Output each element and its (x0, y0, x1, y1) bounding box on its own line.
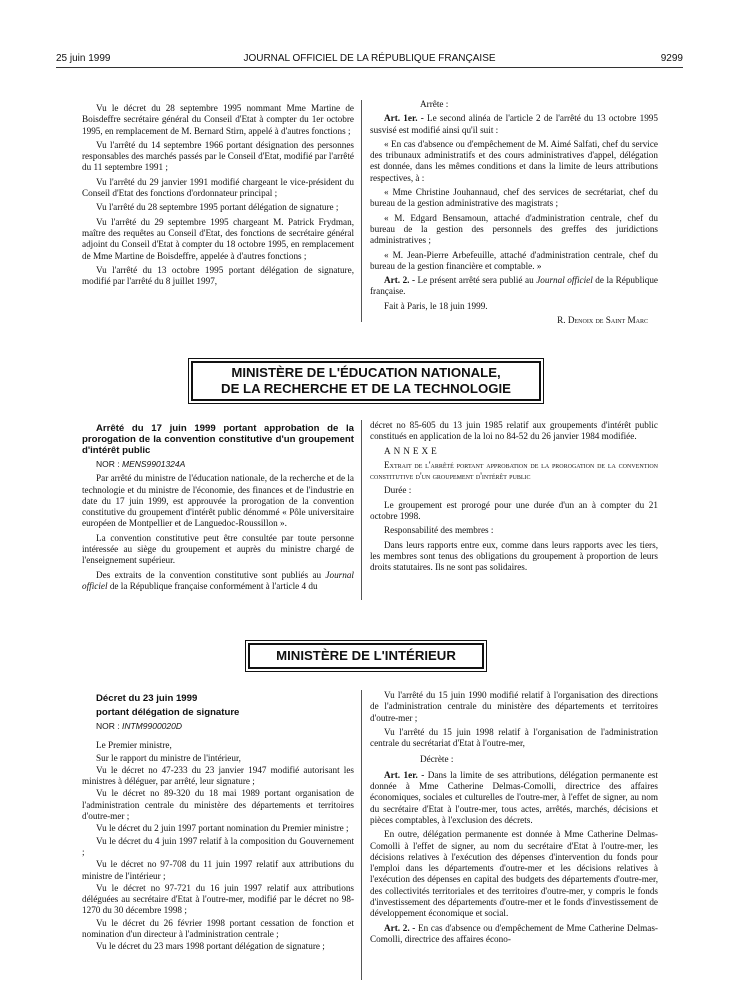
quote-paragraph: « M. Edgard Bensamoun, attaché d'administration centrale, chef du bureau de la gestion des personnels des greffes des juridictions administratives ; (370, 212, 658, 246)
visa-paragraph: Vu le décret no 47-233 du 23 janvier 1947 modifié autorisant les ministres à déléguer, par arrêté, leur signature ; (82, 764, 354, 787)
header-title: JOURNAL OFFICIEL DE LA RÉPUBLIQUE FRANÇAISE (243, 53, 496, 64)
decret-subtitle: portant délégation de signature (96, 707, 240, 718)
body-paragraph: Le Premier ministre, (96, 740, 172, 751)
banner-line: DE LA RECHERCHE ET DE LA TECHNOLOGIE (221, 381, 511, 396)
visa-paragraph: Vu le décret no 89-320 du 18 mai 1989 portant organisation de l'administration centrale du ministère des départements et territoires d'outre-mer ; (82, 788, 354, 822)
visa-paragraph: Vu le décret no 97-708 du 11 juin 1997 relatif aux attributions du ministre de l'intérieur ; (82, 859, 354, 881)
visa-paragraph: Vu l'arrêté du 14 septembre 1966 portant désignation des personnes responsables des marchés passés par le Conseil d'Etat, modifié par l'arrêté du 11 septembre 1991 ; (82, 139, 354, 173)
middle-left-column (82, 423, 354, 595)
visa-paragraph: Vu le décret du 4 juin 1997 relatif à la composition du Gouvernement ; (82, 835, 354, 857)
duree-heading: Durée : (384, 485, 412, 496)
ministry-banner-interieur (245, 640, 487, 672)
article-1-label: Art. 1er. - (384, 113, 424, 124)
header-date: 25 juin 1999 (56, 53, 111, 64)
article-2: Art. 2. - Le présent arrêté sera publié au Journal officiel de la République française. (370, 275, 658, 297)
extrait-heading: Extrait de l'arrêté portant approbation de la prorogation de la convention constitutive d'un groupement d'intérêt public (370, 459, 658, 482)
article-2-label: Art. 2. - (384, 275, 416, 286)
quote-paragraph: « Mme Christine Jouhannaud, chef des services de secrétariat, chef du bureau de la gestion administrative des magistrats ; (370, 187, 658, 209)
visa-paragraph: Vu l'arrêté du 29 septembre 1995 chargeant M. Patrick Frydman, maître des requêtes au Conseil d'Etat, des fonctions de secrétaire général adjoint du Conseil d'Etat à compter du 18 octobre 1995, en remplacement de Mme Martine de Boisdeffre, appelée à d'autres fonctions ; (82, 216, 354, 261)
nor-reference: NOR : INTM9900020D (96, 721, 182, 731)
column-divider (361, 100, 362, 322)
bottom-left-column (82, 693, 354, 954)
top-left-column (82, 103, 354, 290)
visa-paragraph: Vu le décret du 26 février 1998 portant cessation de fonction et nomination d'un directeur à l'administration centrale ; (82, 917, 354, 940)
visa-paragraph: Vu l'arrêté du 13 octobre 1995 portant délégation de signature, modifié par l'arrêté du 8 juillet 1997, (82, 264, 354, 287)
responsabilite-text: Dans leurs rapports entre eux, comme dans leurs rapports avec les tiers, les membres sont tenus des obligations du groupement à proportion de leurs droits statutaires. Ils ne sont pas solidaires. (370, 539, 658, 573)
top-right-column (370, 99, 658, 326)
visa-paragraph: Vu le décret du 28 septembre 1995 nommant Mme Martine de Boisdeffre secrétaire général du Conseil d'Etat à compter du 1er octobre 1995, en remplacement de M. Bernard Stirn, appelé à d'autres fonctions ; (82, 103, 354, 136)
article-1: Art. 1er. - Dans la limite de ses attributions, délégation permanente est donnée à Mme Catherine Delmas-Comolli, directrice des affaires économiques, sociales et culturelles de l'outre-mer, à l'effet de signer, au nom du secrétaire d'Etat à l'outre-mer, tous actes, arrêtés, marchés, décisions et pièces comptables, à l'exclusion des décrets. (370, 769, 658, 825)
ministry-banner-education (188, 358, 544, 404)
quote-paragraph: « En cas d'absence ou d'empêchement de M. Aimé Salfati, chef du service des tribunaux administratifs et des cours administratives d'appel, délégation est donnée, dans les mêmes conditions et dans la limite de leurs attributions respectives, à : (370, 138, 658, 183)
annexe-heading: ANNEXE (384, 445, 440, 456)
body-paragraph: Sur le rapport du ministre de l'intérieur, (96, 752, 241, 763)
column-divider (361, 420, 362, 600)
article-2: Art. 2. - En cas d'absence ou d'empêchement de Mme Catherine Delmas-Comolli, directrice des affaires écono- (370, 922, 658, 944)
journal-officiel-ref: Journal officiel (82, 569, 354, 591)
header-page-number: 9299 (660, 53, 683, 64)
visa-paragraph: Vu le décret du 23 mars 1998 portant délégation de signature ; (96, 941, 325, 952)
header-rule (56, 67, 683, 68)
running-head (56, 53, 683, 67)
decret-title: Décret du 23 juin 1999 (96, 693, 198, 704)
banner-line: MINISTÈRE DE L'ÉDUCATION NATIONALE, (231, 365, 501, 380)
signature: R. Denoix de Saint Marc (557, 315, 648, 326)
bottom-right-column (370, 690, 658, 948)
visa-paragraph: Vu l'arrêté du 29 janvier 1991 modifié chargeant le vice-président du Conseil d'Etat des fonctions d'ordonnateur principal ; (82, 176, 354, 199)
decrete-heading: Décrète : (420, 754, 454, 765)
article-1 (370, 113, 658, 136)
article-1-label: Art. 1er. - (384, 769, 425, 780)
nor-code: INTM9900020D (121, 721, 182, 731)
arrete-title: Arrêté du 17 juin 1999 portant approbation de la prorogation de la convention constitutive d'un groupement d'intérêt public (82, 423, 354, 456)
body-paragraph: Par arrêté du ministre de l'éducation nationale, de la recherche et de la technologie et du ministre de l'économie, des finances et de l'industrie en date du 17 juin 1999, est approuvée la prorogation de la convention constitutive du groupement d'intérêt public dénommé « Pôle universitaire européen de Montpellier et de Languedoc-Roussillon ». (82, 473, 354, 529)
banner-line: MINISTÈRE DE L'INTÉRIEUR (276, 648, 456, 663)
body-paragraph: La convention constitutive peut être consultée par toute personne intéressée au siège du groupement et auprès du ministre chargé de l'enseignement supérieur. (82, 532, 354, 566)
column-divider (361, 690, 362, 980)
middle-right-column (370, 420, 658, 577)
nor-reference: NOR : MENS9901324A (96, 459, 186, 469)
journal-officiel-ref: Journal officiel (536, 275, 593, 286)
visa-paragraph: Vu le décret no 97-721 du 16 juin 1997 relatif aux attributions déléguées au secrétaire d'Etat à l'outre-mer, modifié par le décret no 98-1270 du 30 décembre 1998 ; (82, 882, 354, 916)
arrete-heading: Arrête : (420, 99, 449, 109)
visa-paragraph: Vu l'arrêté du 28 septembre 1995 portant délégation de signature ; (96, 202, 339, 213)
decret-continuation: décret no 85-605 du 13 juin 1985 relatif aux groupements d'intérêt public constitués en application de la loi no 84-52 du 26 janvier 1984 modifiée. (370, 420, 658, 442)
fait-a-paris: Fait à Paris, le 18 juin 1999. (384, 300, 488, 311)
article-2-label: Art. 2. - (384, 922, 416, 933)
visa-paragraph: Vu le décret du 2 juin 1997 portant nomination du Premier ministre ; (96, 823, 349, 834)
responsabilite-heading: Responsabilité des membres : (384, 525, 494, 536)
body-paragraph: En outre, délégation permanente est donnée à Mme Catherine Delmas-Comolli à l'effet de signer, au nom du secrétaire d'Etat à l'outre-mer, les décisions relatives à l'exécution des dépenses d'intervention du fonds pour l'emploi dans les départements d'outre-mer et les décisions relatives à l'exécution des dépenses en capital des budgets des départements d'outre-mer, des collectivités territoriales et des territoires d'outre-mer, y compris le fonds d'investissement des départements d'outre-mer et le fonds d'investissement de développement économique et social. (370, 829, 658, 919)
body-paragraph: Des extraits de la convention constitutive sont publiés au Journal officiel de la République française conformément à l'article 4 du (82, 569, 354, 591)
visa-paragraph: Vu l'arrêté du 15 juin 1998 relatif à l'organisation de l'administration centrale du secrétariat d'Etat à l'outre-mer, (370, 726, 658, 749)
quote-paragraph: « M. Jean-Pierre Arbefeuille, attaché d'administration centrale, chef du bureau de la gestion financière et comptable. » (370, 249, 658, 271)
nor-code: MENS9901324A (121, 459, 186, 469)
visa-paragraph: Vu l'arrêté du 15 juin 1990 modifié relatif à l'organisation des directions de l'administration centrale du ministère des départements et territoires d'outre-mer ; (370, 690, 658, 723)
article-1-text: Le second alinéa de l'article 2 de l'arrêté du 13 octobre 1995 susvisé est modifié ainsi qu'il suit : (370, 113, 658, 135)
duree-text: Le groupement est prorogé pour une durée d'un an à compter du 21 octobre 1998. (370, 499, 658, 522)
